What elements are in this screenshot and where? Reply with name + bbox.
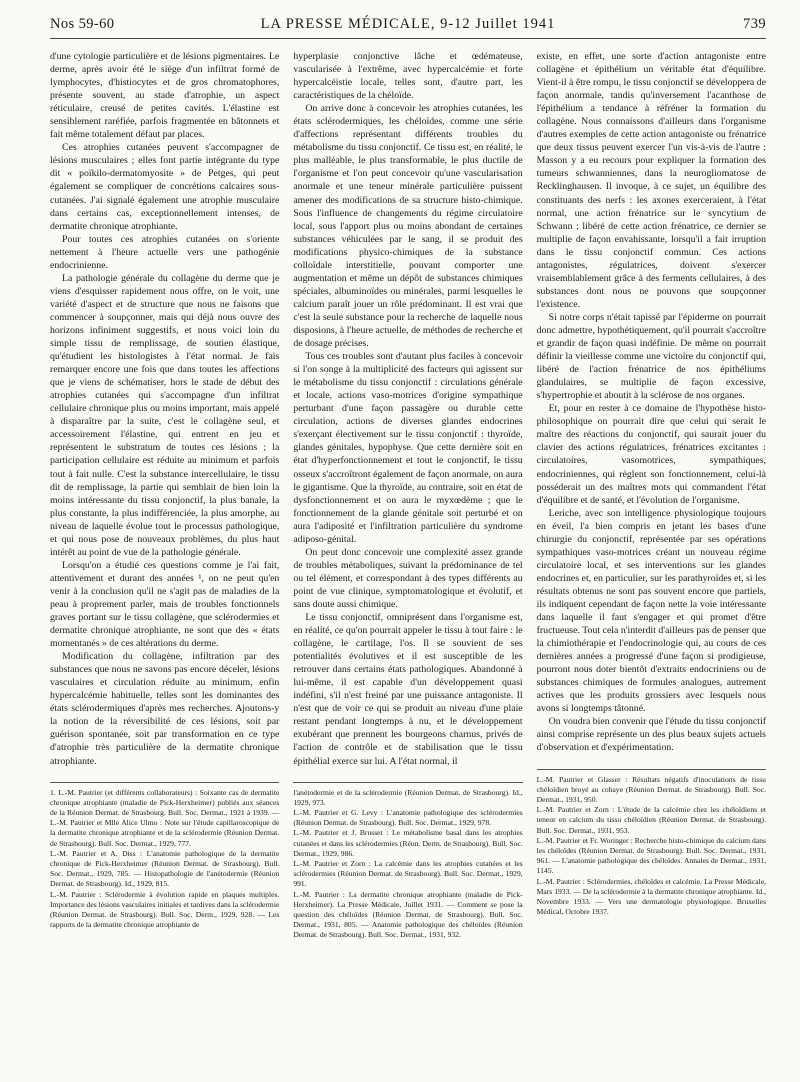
page-number: 739 (743, 16, 766, 32)
paragraph: Si notre corps n'était tapissé par l'épiderme on pourrait donc admettre, hypothétiquement, qu'il pourrait s'accroître et grandir de façon quasi indéfinie. De même on pourrait définir la vieillesse comme une victoire du conjonctif qui, libéré de l'action frénatrice de nos épithéliums glandulaires, se multiplie de façon excessive, s'hypertrophie et aboutit à la sclérose de nos organes. (536, 311, 766, 402)
paragraph: On voudra bien convenir que l'étude du tissu conjonctif ainsi comprise représente un des plus beaux sujets actuels d'observation et d'expérimentation. (536, 716, 766, 754)
paragraph: Leriche, avec son intelligence physiologique toujours en éveil, l'a bien compris en jetant les bases d'une chirurgie du conjonctif, représentée par ses opérations sympathiques vaso-motrices créant un nouveau régime circulatoire local, et ses interventions sur les glandes endocrines et, en particulier, sur les parathyroïdes et, si les résultats obtenus ne sont pas souvent encore que partiels, ils indiquent cependant de façon nette la voie intéressante dans laquelle il faut s'engager et qui promet d'être fructueuse. Tout cela n'interdit d'ailleurs pas de penser que la chimiothérapie et l'endocrinologie qui, au cours de ces dernières années a progressé d'une façon si prodigieuse, pourront nous doter bientôt d'extraits endocriniens ou de substances chimiques de formules analogues, autrement actives que les produits grossiers avec lesquels nous avons si longtemps tâtonné. (536, 507, 766, 715)
footnote: L.-M. Pautrier et Zorn : La calcémie dans les atrophies cutanées et les sclérodermies (Réunion Dermat. de Strasbourg). Bull. Soc. Dermat., 1929, 991. (293, 859, 523, 889)
footnote: 1. L.-M. Pautrier (et différents collaborateurs) : Soixante cas de dermatite chronique atrophiante (maladie de Pick-Herxheimer) publiés aux séances de la Réunion Dermat. de Strasbourg. Bull. Soc. Dermat., 1921 à 1939. — L.-M. Pautrier et Mlle Alice Ulmo : Note sur l'étude capillaroscopique de la dermatite chronique atrophiante et de la sclérodermie (Réunion Dermat. de Strasbourg). Bull. Soc. Dermat., 1929, 777. (50, 787, 280, 848)
paragraph: Ces atrophies cutanées peuvent s'accompagner de lésions musculaires ; elles font partie intégrante du type dit « poïkilo-dermatomyosite » de Petges, qui peut également se compliquer de concrétions calcaires sous-cutanées. J'ai signalé également une atrophie musculaire dans certains cas, exceptionnellement intenses, de dermatite chronique atrophiante. (50, 142, 280, 232)
column-1 (50, 50, 279, 941)
footnotes (50, 782, 279, 931)
paragraph: Modification du collagène, infiltration par des substances que nous ne savons pas encore déceler, lésions vasculaires et circulation réduite au minimum, enfin hypercalcémie habituelle, telles sont les dominantes des états sclérodermiques d'après mes recherches. Ajoutons-y la notion de la réversibilité de ces lésions, soit par guérison spontanée, soit par transformation en ce type d'atrophie très particulière de la dermatite chronique atrophiante. (50, 651, 280, 767)
paragraph: existe, en effet, une sorte d'action antagoniste entre collagène et épithélium un véritable état d'équilibre. Vient-il à être rompu, le tissu conjonctif se développera de façon anormale, tandis qu'inversement l'acanthose de l'épithélium a tendance à réfréner la formation du collagène. Nous connaissons d'ailleurs dans l'organisme d'autres exemples de cette action antagoniste ou frénatrice que deux tissus peuvent exercer l'un vis-à-vis de l'autre : Masson y a eu recours pour expliquer la formation des tumeurs schwanniennes, dans la neurogliomatose de Recklinghausen. Il invoque, à ce sujet, un équilibre des constituants des nerfs : les axones exerceraient, à l'état normal, une action frénatrice sur le syncytium de Schwann ; libéré de cette action frénatrice, ce dernier se multiplie de façon envahissante, lorsqu'il a fait irruption dans le tissu conjonctif commun. Ces actions antagonistes, régulatrices, doivent s'exercer vraisemblablement grâce à des ferments cellulaires, à des substances dont nous ne pouvons que soupçonner l'existence. (536, 51, 766, 310)
paragraph: On arrive donc à concevoir les atrophies cutanées, les états sclérodermiques, les chéloïdes, comme une série d'affections représentant différents troubles du métabolisme du tissu conjonctif. Ce tissu est, en réalité, le plus malléable, le plus transformable, le plus ductile de l'organisme et l'on peut concevoir qu'une vascularisation anormale et une teneur minérale particulière puissent amener des modifications de sa structure histo-chimique. Sous l'influence de changements du régime circulatoire local, sous l'apport plus ou moins abondant de certaines substances véhiculées par le sang, il se produit des modifications physico-chimiques de la substance colloïdale interstitielle, pouvant comporter une augmentation et même un dépôt de substances chimiques spéciales, albuminoïdes ou minérales, parmi lesquelles le calcium paraît jouer un rôle prédominant. Il est vrai que c'est la seule substance pour la recherche de laquelle nous disposions, à l'heure actuelle, de méthodes de recherche et de dosage précises. (293, 103, 523, 350)
text-columns (50, 50, 766, 941)
footnote: L.-M. Pautrier et Zorn : L'étude de la calcémie chez les chéloïdiens et teneur en calcium du tissu chéloïdien (Réunion Dermat. de Strasbourg). Bull. Soc. Dermat., 1931, 953. (536, 805, 766, 835)
paragraph: Lorsqu'on a étudié ces questions comme je l'ai fait, attentivement et durant des années ¹, on ne peut qu'en venir à la conclusion qu'il ne s'agit pas de maladies de la peau à proprement parler, mais de troubles fonctionnels graves portant sur le tissu collagène, que sclérodermies et dermatite chronique atrophiante, ne sont que des « états momentanés » de ces altérations du derme. (50, 559, 280, 650)
paragraph: hyperplasie conjonctive lâche et œdémateuse, vascularisée à l'extrême, avec hypercalcémie et forte hypercalcéistie locale, telles sont, d'autre part, les caractéristiques de la chéloïde. (293, 51, 523, 102)
issue-number: Nos 59-60 (50, 16, 115, 32)
paragraph: d'une cytologie particulière et de lésions pigmentaires. Le derme, après avoir été le siège d'un infiltrat formé de lymphocytes, d'histiocytes et de gros chromatophores, présente souvent, au stade d'atrophie, un aspect réticulaire, creusé de petites cavités. L'élastine est sensiblement raréfiée, parfois fragmentée en bâtonnets et fait même totalement défaut par places. (50, 51, 280, 141)
footnote: L.-M. Pautrier et J. Brusset : Le métabolisme basal dans les atrophies cutanées et dans les sclérodermies (Réun. Derm. de Strasbourg). Bull. Soc. Dermat., 1929, 986. (293, 828, 523, 858)
footnote: L.-M. Pautrier et Glasser : Résultats négatifs d'inoculations de tissu chéloïdien broyé au cobaye (Réunion Dermat. de Strasbourg). Bull. Soc. Dermat., 1931, 950. (536, 774, 766, 804)
footnotes (537, 769, 766, 918)
running-header (50, 16, 766, 39)
paragraph: Et, pour en rester à ce domaine de l'hypothèse histo-philosophique on pourrait dire que celui qui serait le maître des réactions du conjonctif, qui saurait jouer du clavier des actions régulatrices, frénatrices excitantes : circulatoires, vasomotrices, sympathiques, endocriniennes, qui règlent son fonctionnement, celui-là posséderait un des maîtres mots qui commandent l'état d'équilibre et de santé, et l'évolution de l'organisme. (536, 403, 766, 506)
paragraph: Le tissu conjonctif, omniprésent dans l'organisme est, en réalité, ce qu'on pourrait appeler le tissu à tout faire : le collagène, le cartilage, l'os. Il se souvient de ses potentialités évolutives et il est susceptible de les retrouver dans certains états pathologiques. Abandonné à lui-même, il est capable d'un développement quasi indéfini, s'il n'est freiné par une puissance antagoniste. Il n'est que de voir ce qui se produit au niveau d'une plaie restant pendant longtemps à nu, et le développement exubérant que prennent les bourgeons charnus, privés de l'action de contrôle et de stabilisation que le tissu épithélial exerce sur lui. A l'état normal, il (293, 612, 523, 767)
paragraph: On peut donc concevoir une complexité assez grande de troubles métaboliques, suivant la prédominance de tel ou tel élément, et correspondant à des types différents au point de vue clinique, symptomatologique et évolutif, et sans doute aussi chimique. (293, 546, 523, 610)
footnote: L.-M. Pautrier et G. Levy : L'anatomie pathologique des sclérodermies (Réunion Dermat. de Strasbourg). Bull. Soc. Dermat., 1929, 978. (293, 807, 523, 828)
footnotes (293, 782, 522, 941)
footnote: L.-M. Pautrier : Sclérodermies, chéloïdes et calcémie. La Presse Médicale, Mars 1933. — De la sclérodermie à la dermatite chronique atrophiante. Id., Novembre 1933. — Vers une dermatologie physiologique. Bruxelles Médical, Octobre 1937. (536, 876, 766, 917)
paragraph: Tous ces troubles sont d'autant plus faciles à concevoir si l'on songe à la multiplicité des facteurs qui agissent sur le métabolisme du tissu conjonctif : circulations générale et locale, actions vaso-motrices d'origine sympathique perturbant d'une façon passagère ou durable cette circulation, actions de diverses glandes endocrines s'exerçant électivement sur le tissu conjonctif : thyroïde, glandes génitales, hypophyse. Que cette dernière soit en état d'hyperfonctionnement et tout le conjonctif, le tissu osseux s'accroîtront également de façon anormale, on aura le gigantisme. Que la thyroïde, au contraire, soit en état de dysfonctionnement et on aura le myxœdème ; que le fonctionnement de la glande génitale soit perturbé et on aura l'adiposité et l'infiltration particulière du syndrome adiposo-génital. (293, 351, 523, 545)
paragraph: Pour toutes ces atrophies cutanées on s'oriente nettement à l'heure actuelle vers une pathogénie endocrinienne. (50, 233, 280, 271)
footnote: L.-M. Pautrier : La dermatite chronique atrophiante (maladie de Pick-Herxheimer). La Presse Médicale, Juillet 1931. — Comment se pose la question des chéloïdes (Réunion Dermat. de Strasbourg). Bull. Soc. Dermat., 1931, 805. — Anatomie pathologique des chéloïdes (Réunion Dermat. de Strasbourg). Bull. Soc. Dermat., 1931, 932. (293, 889, 523, 940)
footnote: l'anétodermie et de la sclérodermie (Réunion Dermat. de Strasbourg). Id., 1929, 973. (293, 787, 523, 807)
column-3 (537, 50, 766, 941)
journal-title: LA PRESSE MÉDICALE, 9-12 Juillet 1941 (260, 16, 556, 32)
paragraph: La pathologie générale du collagène du derme que je viens d'esquisser rapidement nous offre, on le voit, une variété d'aspect et de structure que nous ne faisons que commencer à soupçonner, mais qui déjà nous ouvre des horizons infiniment suggestifs, et nous voici loin du simple tissu de remplissage, de soutien élastique, qu'étudient les histologistes à l'état normal. Je fais remarquer encore une fois que dans toutes les affections que je viens de schématiser, hors le stade de début des atrophies cutanées qui s'accompagne d'un infiltrat cellulaire chronique plus ou moins important, mais appelé à disparaître par la suite, c'est le collagène seul, et accessoirement l'élastine, qui entrent en jeu et représentent le substratum de toutes ces lésions ; la participation cellulaire est réduite au minimum et parfois tout à fait nulle. C'est la substance intercellulaire, le tissu dit de remplissage, la partie qui semblait de bien loin la moins intéressante du tissu conjonctif, la plus banale, la plus constante, la plus indifférenciée, la plus amorphe, au niveau de laquelle évolue tout le processus pathologique, et qui nous pose de nouveaux problèmes, du plus haut intérêt au point de vue de la pathologie générale. (50, 272, 280, 558)
footnote: L.-M. Pautrier et Fr. Woringer : Recherche histo-chimique du calcium dans les chéloïdes (Réunion Dermat. de Strasbourg). Bull. Soc. Dermat., 1931, 961. — L'anatomie pathologique des chéloïdes. Annales de Dermat., 1931, 1145. (536, 835, 766, 876)
footnote: L.-M. Pautrier : Sclérodermie à évolution rapide en plaques multiples. Importance des lésions vasculaires initiales et tardives dans la sclérodermie (Réunion Dermat. de Strasbourg). Bull. Soc. Derm., 1929, 928. — Les rapports de la dermatite chronique atrophiante de (50, 889, 280, 930)
column-2 (293, 50, 522, 941)
footnote: L.-M. Pautrier et A. Diss : L'anatomie pathologique de la dermatite chronique de Pick-Herxheimer (Réunion Dermat. de Strasbourg). Bull. Soc. Dermat., 1929, 785. — Histopathologie de l'anétodermie (Réunion Dermat. de Strasbourg). Id., 1929, 815. (50, 848, 280, 889)
